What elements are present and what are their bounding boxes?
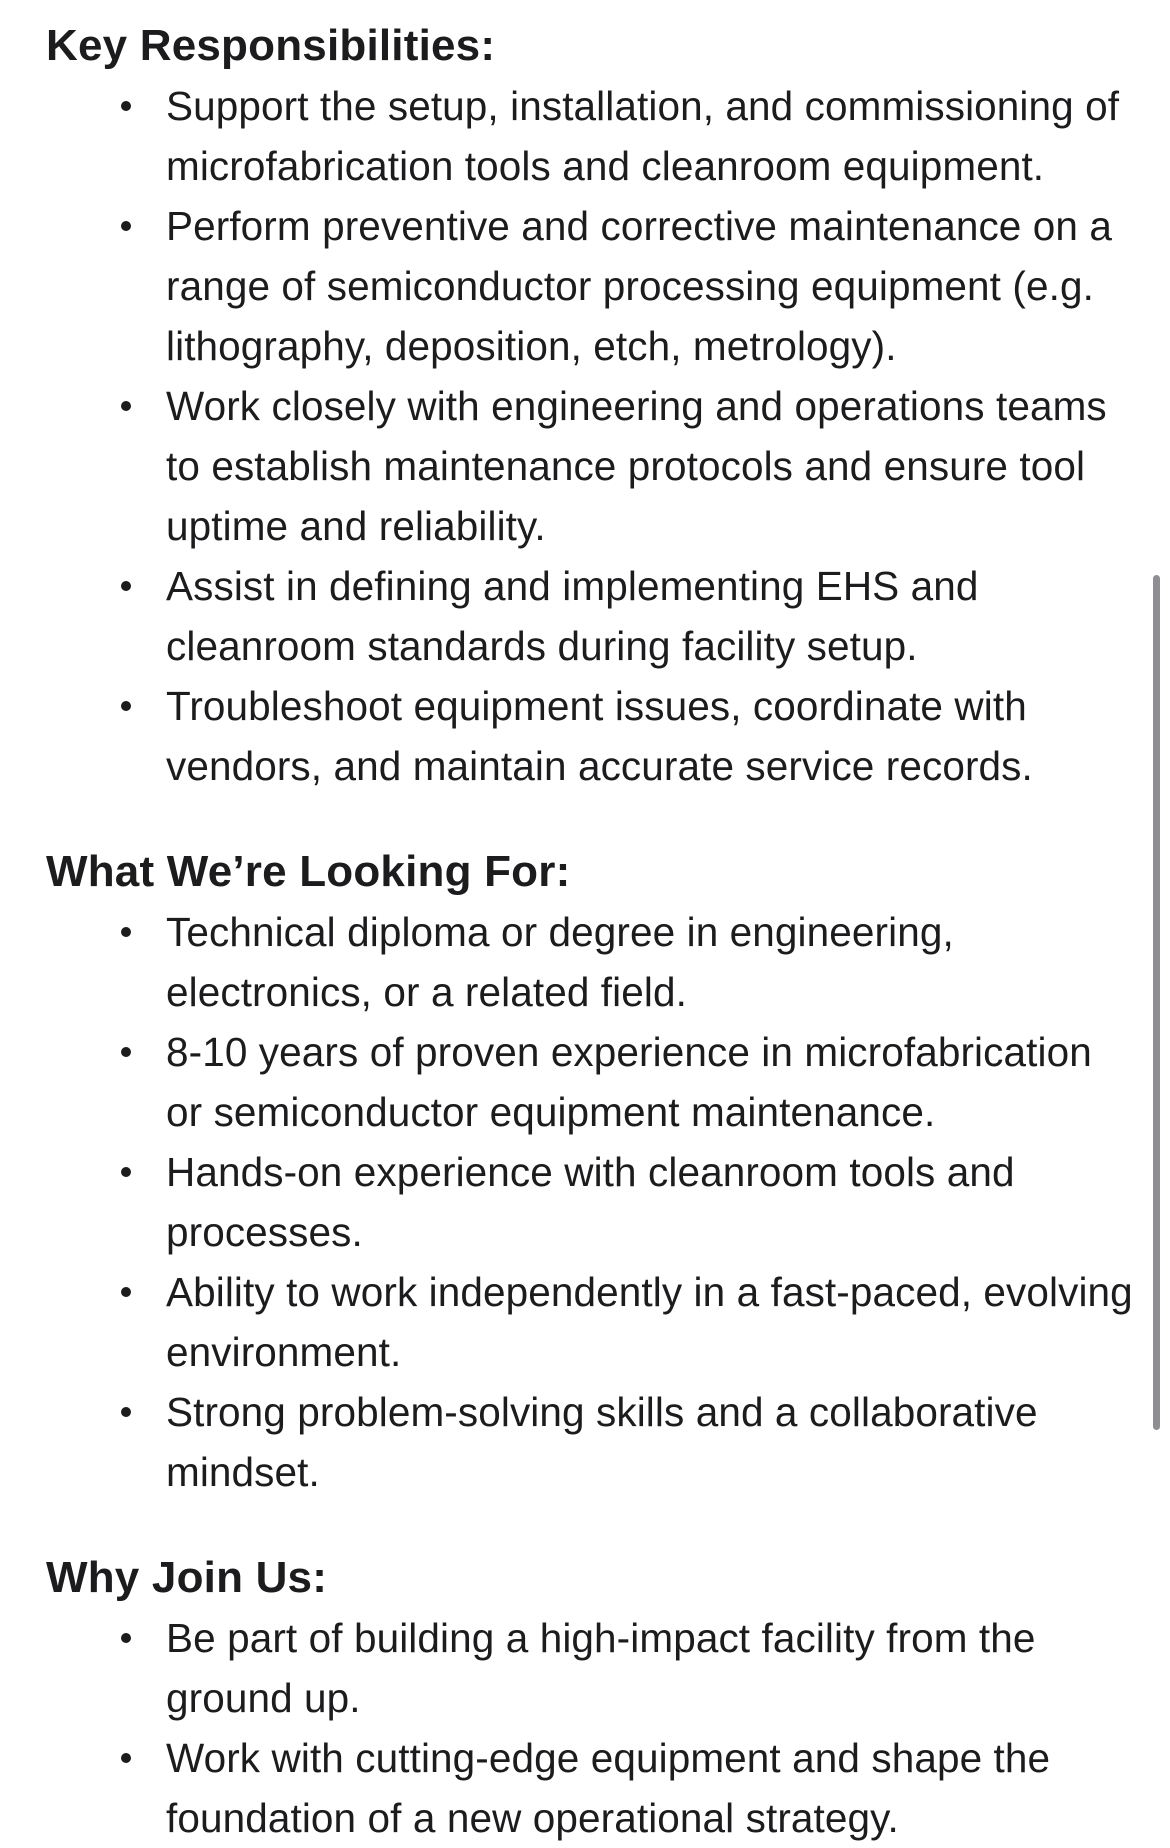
list-item (46, 1142, 1136, 1262)
list-item-text: Work closely with engineering and operations teams to establish maintenance protocols and ensure tool uptime and reliability. (166, 383, 1107, 549)
bullet-icon (121, 581, 131, 591)
bullet-icon (121, 1047, 131, 1057)
list-item-text: Perform preventive and corrective maintenance on a range of semiconductor processing equipment (e.g. lithography, deposition, etch, metrology). (166, 203, 1112, 369)
bullet-icon (121, 1167, 131, 1177)
job-description (46, 0, 1136, 1848)
bullet-icon (121, 1753, 131, 1763)
section-heading: Why Join Us: (46, 1553, 328, 1602)
bullet-icon (121, 221, 131, 231)
list-item (46, 1022, 1136, 1142)
list-item-text: Be part of building a high-impact facility from the ground up. (166, 1615, 1036, 1721)
list-item-text: Hands-on experience with cleanroom tools and processes. (166, 1149, 1015, 1255)
bullet-icon (121, 701, 131, 711)
bullet-list (46, 1608, 1136, 1848)
list-item-text: Work with cutting-edge equipment and shape the foundation of a new operational strategy. (166, 1735, 1051, 1841)
list-item (46, 676, 1136, 796)
list-item-text: Ability to work independently in a fast-paced, evolving environment. (166, 1269, 1133, 1375)
bullet-icon (121, 927, 131, 937)
bullet-icon (121, 1287, 131, 1297)
list-item (46, 1262, 1136, 1382)
section-heading: What We’re Looking For: (46, 847, 571, 896)
list-item (46, 902, 1136, 1022)
list-item (46, 1608, 1136, 1728)
list-item (46, 76, 1136, 196)
bullet-icon (121, 101, 131, 111)
list-item (46, 1382, 1136, 1502)
bullet-list (46, 76, 1136, 796)
bullet-icon (121, 401, 131, 411)
section-why-join-us (46, 1548, 1136, 1848)
section-what-were-looking-for (46, 842, 1136, 1502)
list-item (46, 556, 1136, 676)
list-item-text: Assist in defining and implementing EHS and cleanroom standards during facility setup. (166, 563, 979, 669)
list-item (46, 376, 1136, 556)
list-item (46, 196, 1136, 376)
list-item (46, 1728, 1136, 1848)
bullet-icon (121, 1407, 131, 1417)
bullet-icon (121, 1633, 131, 1643)
list-item-text: 8-10 years of proven experience in microfabrication or semiconductor equipment maintenance. (166, 1029, 1092, 1135)
section-heading: Key Responsibilities: (46, 21, 496, 70)
list-item-text: Technical diploma or degree in engineering, electronics, or a related field. (166, 909, 954, 1015)
bullet-list (46, 902, 1136, 1502)
vertical-scrollbar[interactable] (1153, 575, 1160, 1430)
list-item-text: Support the setup, installation, and commissioning of microfabrication tools and cleanroom equipment. (166, 83, 1120, 189)
list-item-text: Troubleshoot equipment issues, coordinate with vendors, and maintain accurate service records. (166, 683, 1033, 789)
list-item-text: Strong problem-solving skills and a collaborative mindset. (166, 1389, 1038, 1495)
section-key-responsibilities (46, 16, 1136, 796)
